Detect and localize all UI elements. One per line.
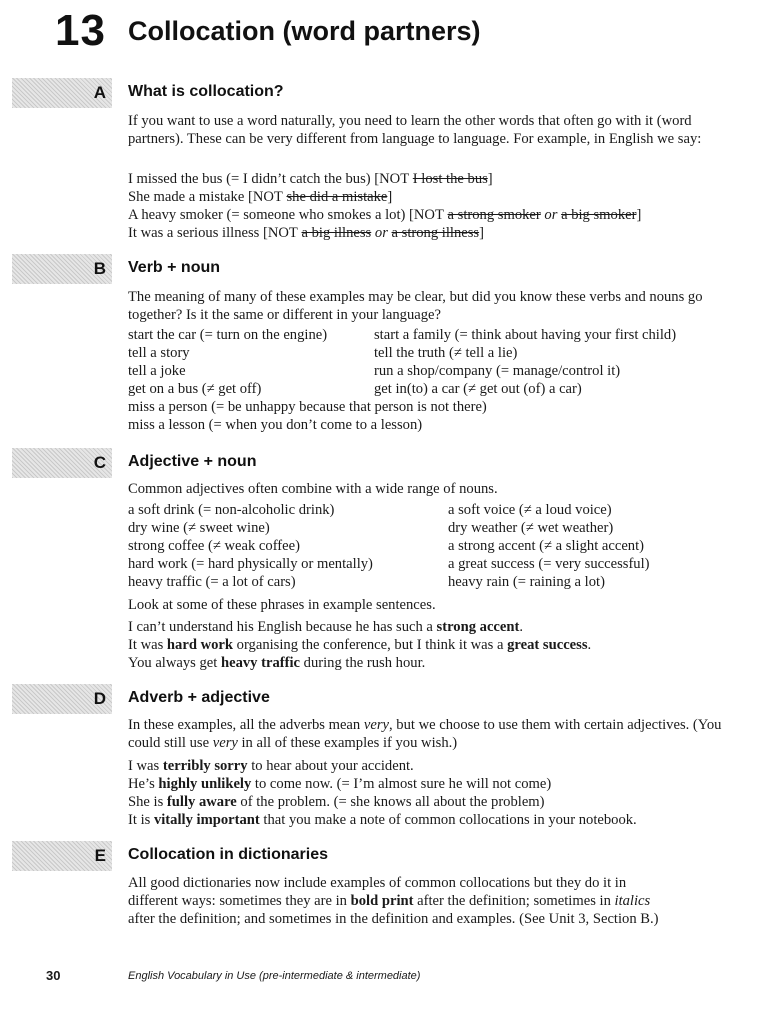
section-d-heading: Adverb + adjective bbox=[128, 689, 270, 706]
section-letter: D bbox=[93, 689, 106, 708]
section-c-tab bbox=[12, 448, 112, 478]
section-a-tab bbox=[12, 78, 112, 108]
section-a-intro: If you want to use a word naturally, you need to learn the other words that often go with it (word partners). These can be very different from language to language. For example, in English we say: bbox=[128, 113, 702, 147]
section-b-intro: The meaning of many of these examples may be clear, but did you know these verbs and nouns go together? Is it the same or different in your language? bbox=[128, 289, 703, 323]
section-e-line: after the definition; and sometimes in the definition and examples. (See Unit 3, Section B.) bbox=[128, 911, 659, 927]
example-sentence: I can’t understand his English because he has such a strong accent. bbox=[128, 619, 524, 635]
collocation-line: miss a person (= be unhappy because that person is not there) bbox=[128, 399, 487, 415]
page-number: 30 bbox=[46, 968, 61, 983]
collocation-right: get in(to) a car (≠ get out (of) a car) bbox=[374, 381, 582, 397]
section-letter: B bbox=[93, 259, 106, 278]
example-sentence: She is fully aware of the problem. (= she knows all about the problem) bbox=[128, 794, 545, 810]
example-line: She made a mistake [NOT she did a mistake] bbox=[128, 189, 393, 205]
collocation-right: tell the truth (≠ tell a lie) bbox=[374, 345, 518, 361]
collocation-left: tell a joke bbox=[128, 363, 186, 379]
section-e-heading: Collocation in dictionaries bbox=[128, 846, 329, 863]
collocation-left: hard work (= hard physically or mentally) bbox=[128, 556, 373, 572]
example-line: A heavy smoker (= someone who smokes a lot) [NOT a strong smoker or a big smoker] bbox=[128, 207, 642, 223]
section-c-heading: Adjective + noun bbox=[128, 453, 257, 470]
collocation-right: dry weather (≠ wet weather) bbox=[448, 520, 614, 536]
collocation-right: run a shop/company (= manage/control it) bbox=[374, 363, 621, 379]
collocation-left: strong coffee (≠ weak coffee) bbox=[128, 538, 300, 554]
section-c-intro: Common adjectives often combine with a wide range of nouns. bbox=[128, 481, 498, 497]
section-d-tab bbox=[12, 684, 112, 714]
section-letter: C bbox=[93, 453, 106, 472]
collocation-line: miss a lesson (= when you don’t come to a lesson) bbox=[128, 417, 423, 433]
section-e-tab bbox=[12, 841, 112, 871]
collocation-right: a soft voice (≠ a loud voice) bbox=[448, 502, 612, 518]
section-d-intro: In these examples, all the adverbs mean very, but we choose to use them with certain adjectives. (You could still use very in all of these examples if you wish.) bbox=[128, 717, 722, 751]
example-sentence: It is vitally important that you make a note of common collocations in your notebook. bbox=[128, 812, 637, 828]
section-b-heading: Verb + noun bbox=[128, 259, 221, 276]
example-line: I missed the bus (= I didn’t catch the bus) [NOT I lost the bus] bbox=[128, 171, 493, 187]
example-sentence: You always get heavy traffic during the rush hour. bbox=[128, 655, 426, 671]
collocation-left: dry wine (≠ sweet wine) bbox=[128, 520, 270, 536]
section-e-line: different ways: sometimes they are in bold print after the definition; sometimes in italics bbox=[128, 893, 651, 909]
collocation-right: a strong accent (≠ a slight accent) bbox=[448, 538, 645, 554]
collocation-left: heavy traffic (= a lot of cars) bbox=[128, 574, 296, 590]
section-a-heading: What is collocation? bbox=[128, 83, 284, 100]
unit-title: Collocation (word partners) bbox=[128, 16, 481, 46]
section-b-tab bbox=[12, 254, 112, 284]
section-e-line: All good dictionaries now include examples of common collocations but they do it in bbox=[128, 875, 627, 891]
collocation-left: start the car (= turn on the engine) bbox=[128, 327, 328, 343]
collocation-right: heavy rain (= raining a lot) bbox=[448, 574, 605, 590]
example-sentence: I was terribly sorry to hear about your accident. bbox=[128, 758, 414, 774]
collocation-left: tell a story bbox=[128, 345, 190, 361]
section-letter: E bbox=[94, 846, 106, 865]
unit-number: 13 bbox=[55, 6, 106, 55]
collocation-right: a great success (= very successful) bbox=[448, 556, 650, 572]
book-title: English Vocabulary in Use (pre-intermediate & intermediate) bbox=[128, 970, 421, 982]
section-letter: A bbox=[93, 83, 106, 102]
collocation-right: start a family (= think about having your first child) bbox=[374, 327, 677, 343]
collocation-left: a soft drink (= non-alcoholic drink) bbox=[128, 502, 335, 518]
section-c-note: Look at some of these phrases in example sentences. bbox=[128, 597, 436, 613]
example-sentence: He’s highly unlikely to come now. (= I’m almost sure he will not come) bbox=[128, 776, 552, 792]
collocation-left: get on a bus (≠ get off) bbox=[128, 381, 262, 397]
example-line: It was a serious illness [NOT a big illness or a strong illness] bbox=[128, 225, 484, 241]
example-sentence: It was hard work organising the conference, but I think it was a great success. bbox=[128, 637, 592, 653]
